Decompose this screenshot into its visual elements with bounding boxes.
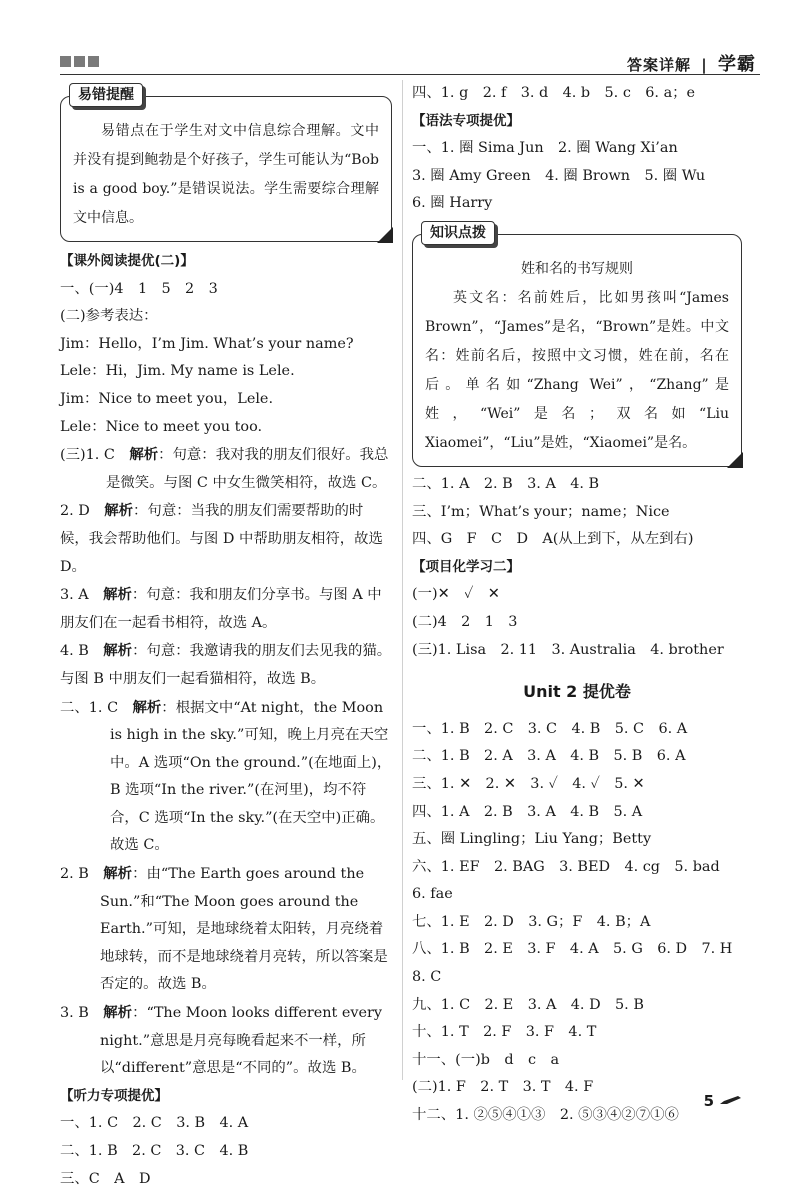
page-header [60, 48, 760, 76]
brand-answers: 答案详解 [627, 56, 692, 74]
answer-line: 七、1. E 2. D 3. G；F 4. B；A [412, 913, 651, 930]
brand-separator: | [701, 56, 708, 74]
knowledge-box-text: 英文名：名前姓后，比如男孩叫“James Brown”，“James”是名，“Brown”是姓。中文名：姓前名后，按照中文习惯，姓在前，名在后。单名如“Zhang Wei”，“Zhang”是姓，“Wei”是名；双名如“Liu Xiaomei”，“Liu”是姓，“Xiaomei”是名。 [425, 289, 729, 451]
unit-title: Unit 2 提优卷 [523, 682, 631, 702]
answer-line: 6. 圈 Harry [412, 195, 493, 212]
answer-line: 一、(一)4 1 5 2 3 [60, 280, 218, 297]
pencil-icon [720, 1096, 742, 1106]
answer-line: 6. fae [412, 886, 453, 903]
answer-line: (一)✕ ✓ ✕ [412, 586, 500, 603]
knowledge-box-heading: 姓和名的书写规则 [521, 260, 633, 277]
dialogue-line: Lele：Hi，Jim. My name is Lele. [60, 363, 295, 380]
dialogue-line: Lele：Nice to meet you too. [60, 418, 263, 435]
section-title: 【语法专项提优】 [412, 112, 520, 129]
answer-line: 一、1. 圈 Sima Jun 2. 圈 Wang Xi’an [412, 140, 678, 157]
tip-box-title: 易错提醒 [69, 83, 143, 107]
dialogue-line: Jim：Nice to meet you，Lele. [60, 390, 274, 407]
answer-line: (二)4 2 1 3 [412, 613, 518, 630]
answer-item: 2. B 解析：由“The Earth goes around the Sun.”和“The Moon goes around the Earth.”可知，是地球绕着太阳转，月亮绕着地球转，而不是地球绕着月亮转，所以答案是否定的。故选 B。 [60, 865, 388, 993]
section-title: 【听力专项提优】 [60, 1087, 168, 1104]
answer-line: 十一、(一)b d c a [412, 1051, 560, 1068]
answer-line: (二)参考表达： [60, 308, 158, 325]
answer-line: 九、1. C 2. E 3. A 4. D 5. B [412, 996, 644, 1013]
answer-line: (三)1. Lisa 2. 11 3. Australia 4. brother [412, 641, 724, 658]
answer-line: 二、1. B 2. A 3. A 4. B 5. B 6. A [412, 748, 686, 765]
answer-line: 八、1. B 2. E 3. F 4. A 5. G 6. D 7. H [412, 941, 733, 958]
tip-box [60, 87, 392, 242]
answer-line: 十二、1. ②⑤④①③ 2. ⑤③④②⑦①⑥ [412, 1107, 679, 1124]
page-fold-icon [727, 452, 743, 468]
dialogue-line: Jim：Hello，I’m Jim. What’s your name? [60, 335, 354, 352]
answer-line: 五、圈 Lingling；Liu Yang；Betty [412, 831, 652, 848]
header-rule [60, 74, 760, 75]
tip-box-text: 易错点在于学生对文中信息综合理解。文中并没有提到鲍勃是个好孩子，学生可能认为“Bob is a good boy.”是错误说法。学生需要综合理解文中信息。 [73, 123, 379, 226]
answer-line: (二)1. F 2. T 3. T 4. F [412, 1079, 594, 1096]
knowledge-box-title: 知识点拨 [421, 221, 495, 245]
knowledge-box [412, 224, 742, 467]
answer-line: 三、1. ✕ 2. ✕ 3. ✓ 4. ✓ 5. ✕ [412, 775, 645, 792]
answer-line: 3. 圈 Amy Green 4. 圈 Brown 5. 圈 Wu [412, 167, 706, 184]
page-footer [704, 1092, 742, 1110]
answer-item: 3. A 解析：句意：我和朋友们分享书。与图 A 中朋友们在一起看书相符，故选 A。 [60, 586, 382, 631]
answer-line: 十、1. T 2. F 3. F 4. T [412, 1024, 597, 1041]
answer-line: 四、1. g 2. f 3. d 4. b 5. c 6. a；e [412, 85, 696, 101]
page-fold-icon [377, 227, 393, 243]
answer-line: 六、1. EF 2. BAG 3. BED 4. cg 5. bad [412, 858, 720, 875]
page-number: 5 [703, 1092, 714, 1110]
answer-item: 4. B 解析：句意：我邀请我的朋友们去见我的猫。与图 B 中朋友们一起看猫相符，故选 B。 [60, 642, 392, 687]
brand-logo: 学霸 [718, 54, 756, 75]
right-column [412, 80, 742, 1130]
header-squares-icon [60, 56, 99, 67]
answer-line: 一、1. B 2. C 3. C 4. B 5. C 6. A [412, 720, 688, 737]
column-divider [402, 80, 403, 1080]
answer-line: 二、1. B 2. C 3. C 4. B [60, 1143, 249, 1159]
answer-line: 四、G F C D A(从上到下，从左到右) [412, 531, 694, 548]
answer-line: 二、1. A 2. B 3. A 4. B [412, 475, 600, 492]
answer-item: 二、1. C 解析：根据文中“At night，the Moon is high in the sky.”可知，晚上月亮在天空中。A 选项“On the ground.”(在地面上)，B 选项“In the river.”(在河里)，均不符合，C 选项“In the sky.”(在天空中)正确。故选 C。 [60, 698, 392, 854]
answer-line: 一、1. C 2. C 3. B 4. A [60, 1115, 249, 1132]
answer-line: 8. C [412, 969, 442, 986]
section-title: 【项目化学习二】 [412, 558, 520, 575]
left-column [60, 80, 392, 1193]
answer-line: 四、1. A 2. B 3. A 4. B 5. A [412, 803, 643, 820]
section-title: 【课外阅读提优(二)】 [60, 253, 194, 269]
answer-item: 3. B 解析：“The Moon looks different every night.”意思是月亮每晚看起来不一样，所以“different”意思是“不同的”。故选 B。 [60, 1004, 383, 1077]
answer-item: 2. D 解析：句意：当我的朋友们需要帮助的时候，我会帮助他们。与图 D 中帮助朋友相符，故选 D。 [60, 502, 383, 575]
answer-item: (三)1. C 解析：句意：我对我的朋友们很好。我总是微笑。与图 C 中女生微笑相符，故选 C。 [60, 446, 389, 491]
answer-line: 三、I’m；What’s your；name；Nice [412, 503, 670, 520]
header-brand [627, 50, 756, 76]
answer-line: 三、C A D [60, 1170, 151, 1187]
